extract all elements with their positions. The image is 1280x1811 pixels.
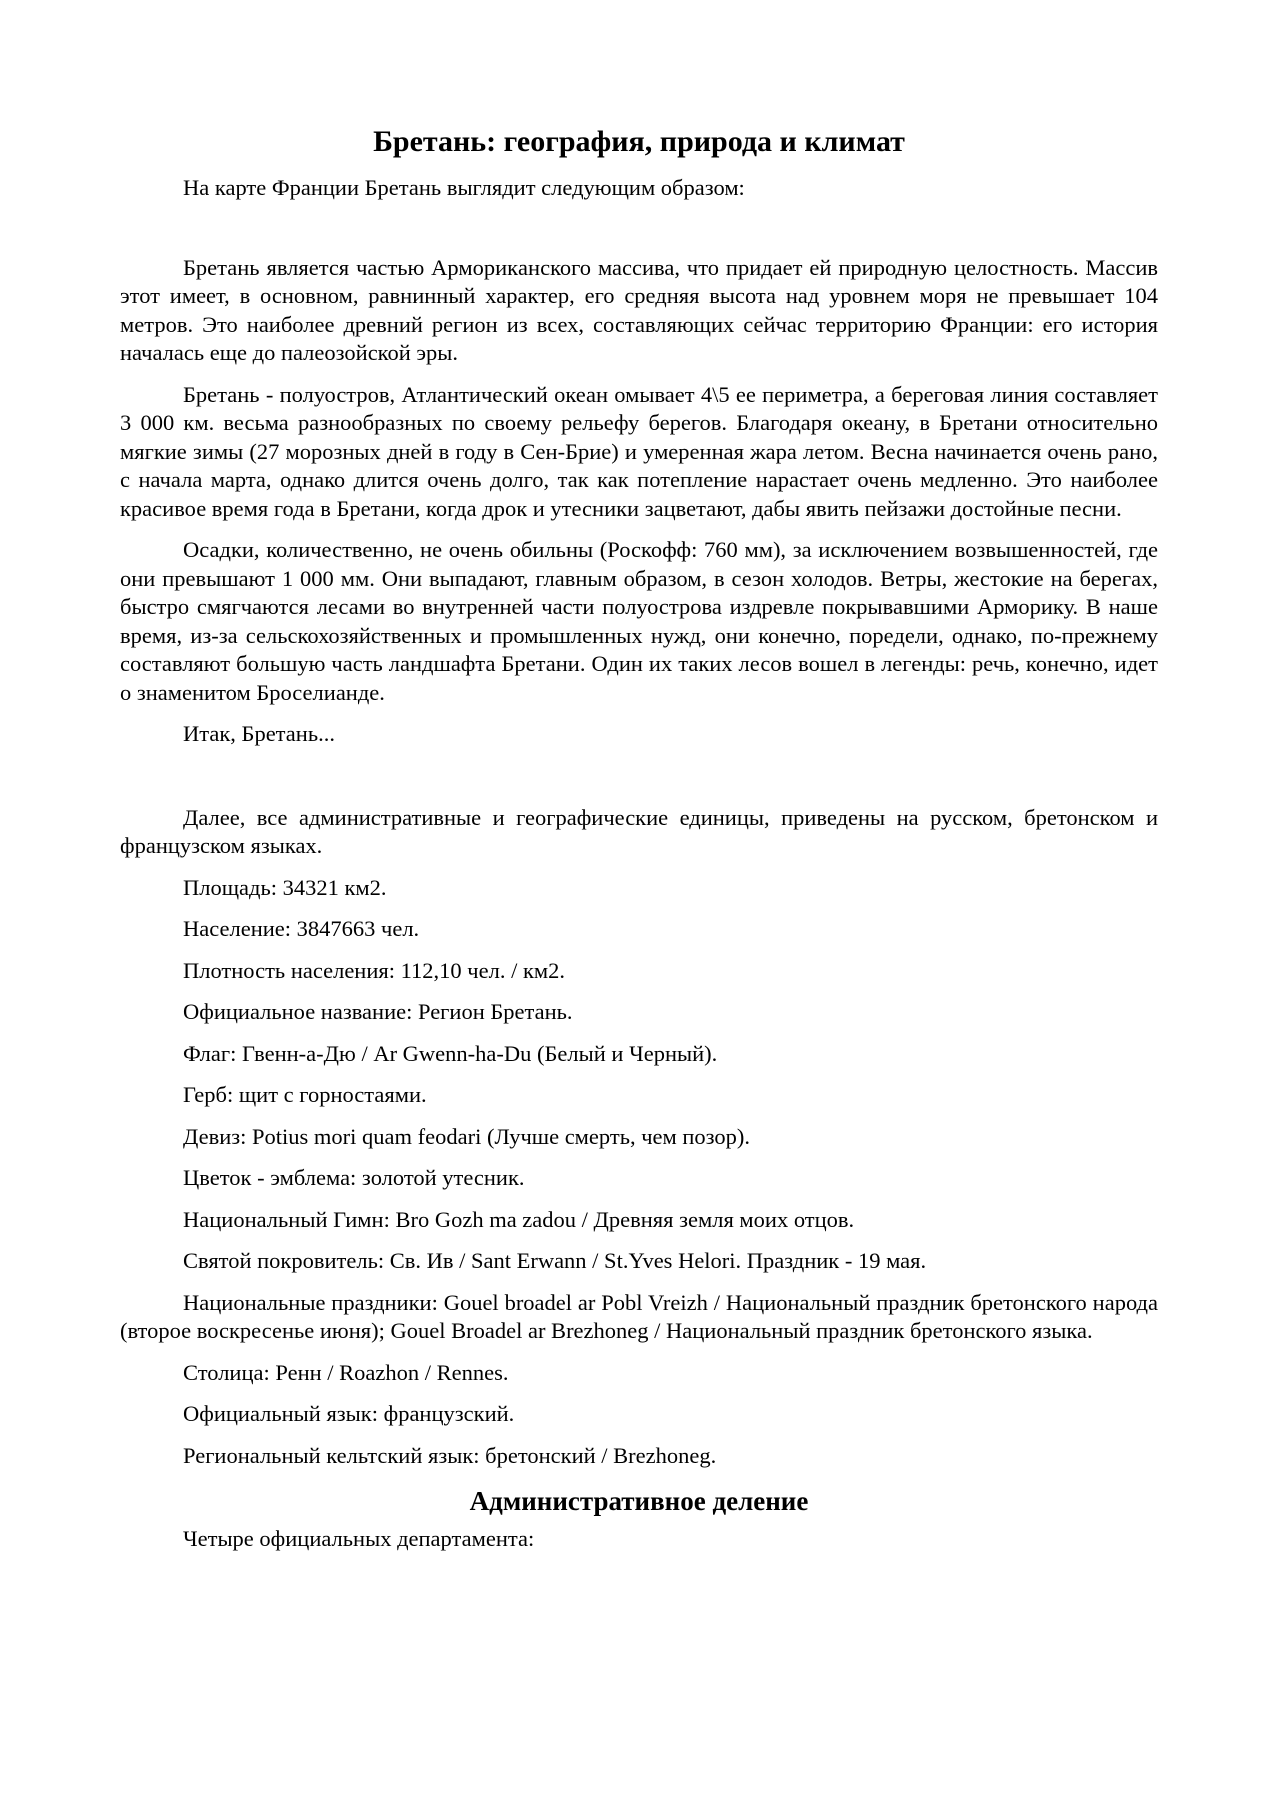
fact-anthem: Национальный Гимн: Bro Gozh ma zadou / Древняя земля моих отцов. <box>183 1206 855 1232</box>
fact-coat-of-arms: Герб: щит с горностаями. <box>183 1082 427 1107</box>
body-paragraph: Бретань является частью Арморикaнского массива, что придает ей природную целостность. Массив этот имеет, в основном, равнинный характер, его средняя высота над уровнем моря не превышает 104 метров. Это наиболее древний регион из всех, составляющих сейчас территорию Франции: его история началась еще до палеозойской эры. <box>120 254 1158 365</box>
body-paragraph: Бретань - полуостров, Атлантический океан омывает 4\5 ее периметра, а береговая линия составляет 3 000 км. весьма разнообразных по своему рельефу берегов. Благодаря океану, в Бретани относительно мягкие зимы (27 морозных дней в году в Сен-Брие) и умеренная жара летом. Весна начинается очень рано, с начала марта, однако длится очень долго, так как потепление нарастает очень медленно. Это наиболее красивое время года в Бретани, когда дрок и утесники зацветают, дабы явить пейзажи достойные песни. <box>120 381 1158 521</box>
blank-gap <box>120 762 1158 804</box>
departments-intro-paragraph: Четыре официальных департамента: <box>183 1526 535 1551</box>
fact-density: Плотность населения: 112,10 чел. / км2. <box>183 957 565 983</box>
map-intro-paragraph: На карте Франции Бретань выглядит следующим образом: <box>183 175 745 200</box>
fact-official-language: Официальный язык: французский. <box>183 1401 515 1426</box>
fact-area: Площадь: 34321 км2. <box>183 874 387 900</box>
fact-patron-saint: Святой покровитель: Св. Ив / Sant Erwann / St.Yves Helori. Праздник - 19 мая. <box>183 1248 927 1273</box>
body-paragraph: Осадки, количественно, не очень обильны (Роскофф: 760 мм), за исключением возвышенностей, где они превышают 1 000 мм. Они выпадают, главным образом, в сезон холодов. Ветры, жестокие на берегах, быстро смягчаются лесами во внутренней части полуострова издревле покрывавшими Арморику. В наше время, из-за сельскохозяйственных и промышленных нужд, они конечно, поредели, однако, по-прежнему составляют большую часть ландшафта Бретани. Один их таких лесов вошел в легенды: речь, конечно, идет о знаменитом Броселианде. <box>120 537 1158 705</box>
itak-paragraph: Итак, Бретань... <box>183 721 335 746</box>
document-body <box>120 120 1158 1567</box>
fact-population: Население: 3847663 чел. <box>183 916 420 941</box>
fact-motto: Девиз: Potius mori quam feodari (Лучше смерть, чем позор). <box>183 1123 751 1149</box>
languages-note-paragraph: Далее, все административные и географические единицы, приведены на русском, бретонском и французском языках. <box>120 804 1158 858</box>
fact-flag: Флаг: Гвенн-а-Дю / Ar Gwenn-ha-Du (Белый и Черный). <box>183 1040 718 1066</box>
fact-capital: Столица: Ренн / Roazhon / Rennes. <box>183 1359 509 1385</box>
map-placeholder <box>120 216 1158 254</box>
page-title: Бретань: география, природа и климат <box>373 125 905 158</box>
fact-holidays: Национальные праздники: Gouel broadel ar Pobl Vreizh / Национальный праздник бретонского народа (второе воскресенье июня); Gouel Broadel ar Brezhoneg / Национальный праздник бретонского языка. <box>120 1289 1158 1343</box>
fact-official-name: Официальное название: Регион Бретань. <box>183 999 573 1024</box>
section-heading-admin: Административное деление <box>469 1486 809 1516</box>
fact-flower: Цветок - эмблема: золотой утесник. <box>183 1165 525 1190</box>
fact-regional-language: Региональный кельтский язык: бретонский / Brezhoneg. <box>183 1442 717 1468</box>
